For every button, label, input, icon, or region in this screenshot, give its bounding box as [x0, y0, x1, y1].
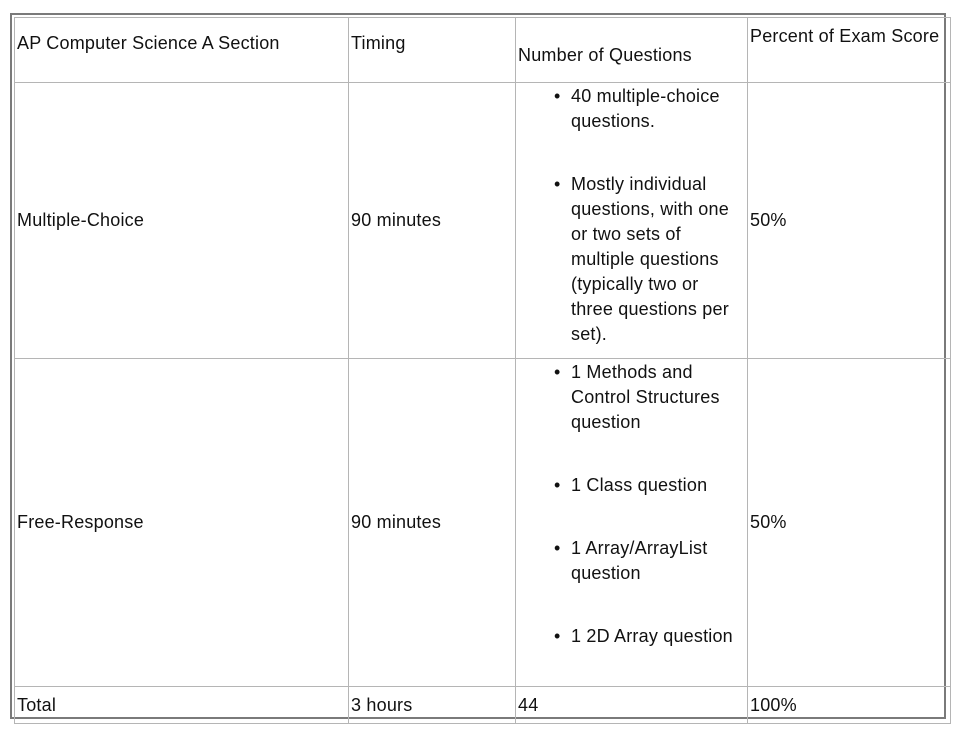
list-item-text: 40 multiple-choice questions. — [571, 86, 720, 131]
total-percent: 100% — [748, 687, 951, 724]
question-list — [518, 84, 745, 347]
table-row — [15, 359, 951, 687]
exam-format-table — [14, 17, 951, 724]
list-item-text: 1 2D Array question — [571, 626, 733, 646]
header-row — [15, 18, 951, 83]
list-item — [518, 624, 745, 649]
list-item-text: 1 Array/ArrayList question — [571, 538, 708, 583]
row-section: Free-Response — [15, 359, 349, 687]
header-percent: Percent of Exam Score — [748, 18, 951, 83]
table-row — [15, 83, 951, 359]
bullet-icon: • — [554, 626, 561, 646]
row-questions — [516, 83, 748, 359]
total-timing: 3 hours — [349, 687, 516, 724]
list-item-text: 1 Class question — [571, 475, 708, 495]
row-percent: 50% — [748, 83, 951, 359]
bullet-icon: • — [554, 475, 561, 495]
bullet-icon: • — [554, 86, 561, 106]
header-questions: Number of Questions — [516, 18, 748, 83]
bullet-icon: • — [554, 362, 561, 382]
total-row — [15, 687, 951, 724]
list-item — [518, 84, 745, 134]
bullet-icon: • — [554, 174, 561, 194]
list-item-text: 1 Methods and Control Structures question — [571, 362, 720, 432]
row-questions — [516, 359, 748, 687]
list-item-text: Mostly individual questions, with one or two sets of multiple questions (typically two or three questions per set). — [571, 174, 729, 344]
bullet-icon: • — [554, 538, 561, 558]
list-item — [518, 172, 745, 347]
row-timing: 90 minutes — [349, 359, 516, 687]
header-timing: Timing — [349, 18, 516, 83]
exam-format-table-frame — [10, 13, 946, 719]
row-section: Multiple-Choice — [15, 83, 349, 359]
total-section: Total — [15, 687, 349, 724]
list-item — [518, 360, 745, 435]
list-item — [518, 536, 745, 586]
list-item — [518, 473, 745, 498]
total-questions: 44 — [516, 687, 748, 724]
row-timing: 90 minutes — [349, 83, 516, 359]
row-percent: 50% — [748, 359, 951, 687]
header-section: AP Computer Science A Section — [15, 18, 349, 83]
question-list — [518, 360, 745, 649]
